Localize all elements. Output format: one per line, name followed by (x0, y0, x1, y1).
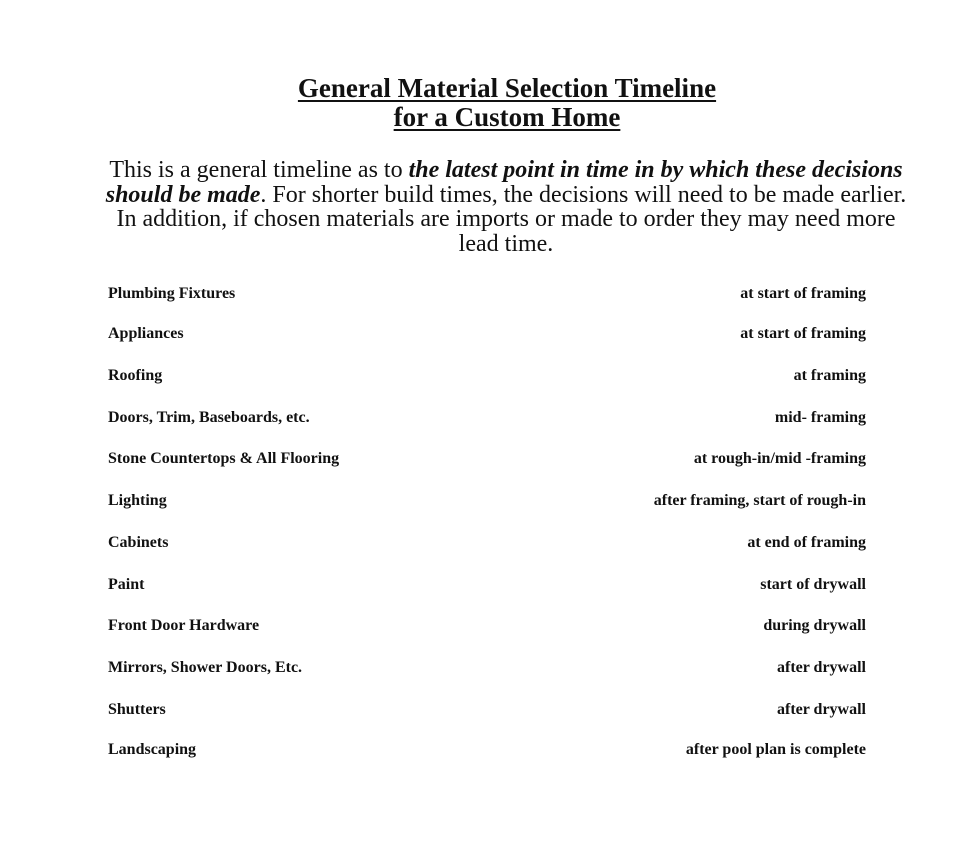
intro-text-before: This is a general timeline as to (109, 157, 409, 183)
selection-deadline: mid- framing (774, 409, 866, 426)
schedule-row (108, 656, 866, 680)
selection-deadline: start of drywall (760, 576, 866, 593)
selection-deadline: at rough-in/mid -framing (693, 450, 866, 467)
material-item: Landscaping (108, 741, 197, 758)
selection-deadline: at start of framing (740, 325, 866, 342)
title-line-2: for a Custom Home (393, 102, 621, 132)
material-item: Appliances (108, 325, 184, 342)
selection-deadline: at end of framing (747, 534, 866, 551)
schedule-row (108, 489, 866, 513)
selection-deadline: after drywall (776, 701, 866, 718)
material-item: Lighting (108, 492, 167, 509)
schedule-row (108, 322, 866, 346)
selection-deadline: after framing, start of rough-in (653, 492, 866, 509)
schedule-row (108, 364, 866, 388)
schedule-row (108, 282, 866, 306)
intro-paragraph (100, 158, 912, 256)
material-item: Mirrors, Shower Doors, Etc. (108, 659, 303, 676)
selection-deadline: after drywall (776, 659, 866, 676)
page-title (0, 74, 980, 132)
selection-deadline: during drywall (763, 617, 866, 634)
title-line-1: General Material Selection Timeline (297, 73, 717, 103)
material-item: Doors, Trim, Baseboards, etc. (108, 409, 310, 426)
selection-deadline: at start of framing (740, 285, 866, 302)
schedule-row (108, 738, 866, 762)
material-item: Front Door Hardware (108, 617, 260, 634)
material-item: Plumbing Fixtures (108, 285, 236, 302)
schedule-row (108, 698, 866, 722)
selection-deadline: after pool plan is complete (685, 741, 866, 758)
material-item: Paint (108, 576, 145, 593)
schedule-row (108, 447, 866, 471)
schedule-row (108, 614, 866, 638)
material-item: Cabinets (108, 534, 169, 551)
schedule-row (108, 406, 866, 430)
selection-deadline: at framing (793, 367, 866, 384)
schedule-row (108, 531, 866, 555)
intro-text-after: . For shorter build times, the decisions will need to be made earlier. In addition, if chosen materials are imports or made to order they may need more lead time. (116, 181, 907, 257)
schedule-row (108, 573, 866, 597)
material-item: Shutters (108, 701, 166, 718)
material-item: Roofing (108, 367, 163, 384)
material-item: Stone Countertops & All Flooring (108, 450, 340, 467)
intro-emphasis: the latest point in time in by which these decisions should be made (105, 157, 903, 208)
